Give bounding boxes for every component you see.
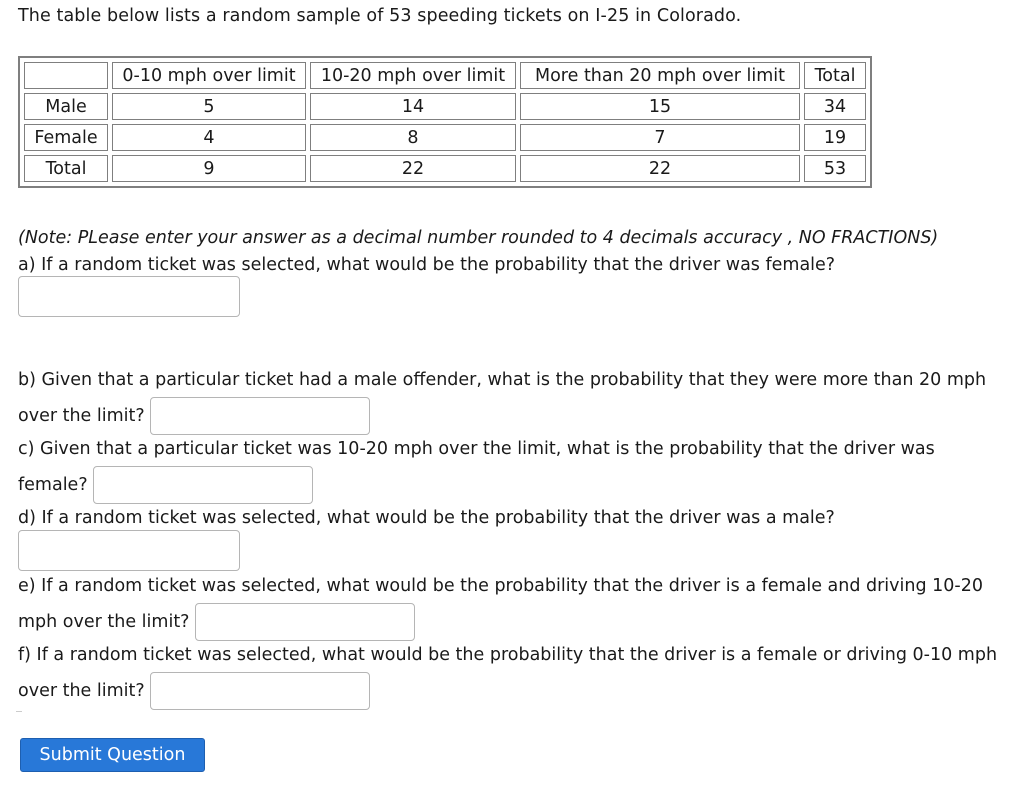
table-row (24, 124, 866, 151)
table-cell: 8 (310, 124, 516, 151)
answer-f-input[interactable] (150, 672, 370, 710)
table-cell: 34 (804, 93, 866, 120)
row-label: Male (24, 93, 108, 120)
header-cell: 10-20 mph over limit (310, 62, 516, 89)
question-a-text: a) If a random ticket was selected, what would be the probability that the driver was female? (18, 255, 836, 275)
answer-d-input[interactable] (18, 530, 240, 571)
header-cell: Total (804, 62, 866, 89)
table-cell: 5 (112, 93, 306, 120)
speeding-tickets-table (18, 56, 872, 188)
table-cell: 22 (520, 155, 800, 182)
table-cell: 7 (520, 124, 800, 151)
question-f (18, 639, 1008, 710)
question-d-text: d) If a random ticket was selected, what would be the probability that the driver was a male? (18, 508, 835, 528)
table-header-row (24, 62, 866, 89)
row-label: Total (24, 155, 108, 182)
submit-question-button[interactable]: Submit Question (20, 738, 205, 772)
row-label: Female (24, 124, 108, 151)
question-b (18, 364, 1008, 435)
table-cell: 14 (310, 93, 516, 120)
table-row (24, 155, 866, 182)
answer-c-input[interactable] (93, 466, 313, 504)
question-e-text: e) If a random ticket was selected, what would be the probability that the driver is a female and driving 10-20 mph over the limit? (18, 576, 984, 632)
header-cell-empty (24, 62, 108, 89)
answer-a-input[interactable] (18, 276, 240, 317)
header-cell: 0-10 mph over limit (112, 62, 306, 89)
question-c-text: c) Given that a particular ticket was 10-20 mph over the limit, what is the probability that the driver was female? (18, 439, 935, 495)
question-f-text: f) If a random ticket was selected, what would be the probability that the driver is a female or driving 0-10 mph over the limit? (18, 645, 998, 701)
question-e (18, 570, 1008, 641)
table-cell: 22 (310, 155, 516, 182)
divider (16, 711, 22, 712)
question-c (18, 433, 1008, 504)
answer-b-input[interactable] (150, 397, 370, 435)
table-row (24, 93, 866, 120)
question-b-text: b) Given that a particular ticket had a male offender, what is the probability that they were more than 20 mph over the limit? (18, 370, 987, 426)
header-cell: More than 20 mph over limit (520, 62, 800, 89)
answer-e-input[interactable] (195, 603, 415, 641)
instruction-note: (Note: PLease enter your answer as a decimal number rounded to 4 decimals accuracy , NO FRACTIONS) (18, 228, 939, 248)
table-cell: 53 (804, 155, 866, 182)
table-cell: 15 (520, 93, 800, 120)
table-cell: 9 (112, 155, 306, 182)
table-cell: 19 (804, 124, 866, 151)
table-cell: 4 (112, 124, 306, 151)
intro-text: The table below lists a random sample of 53 speeding tickets on I-25 in Colorado. (18, 6, 742, 26)
